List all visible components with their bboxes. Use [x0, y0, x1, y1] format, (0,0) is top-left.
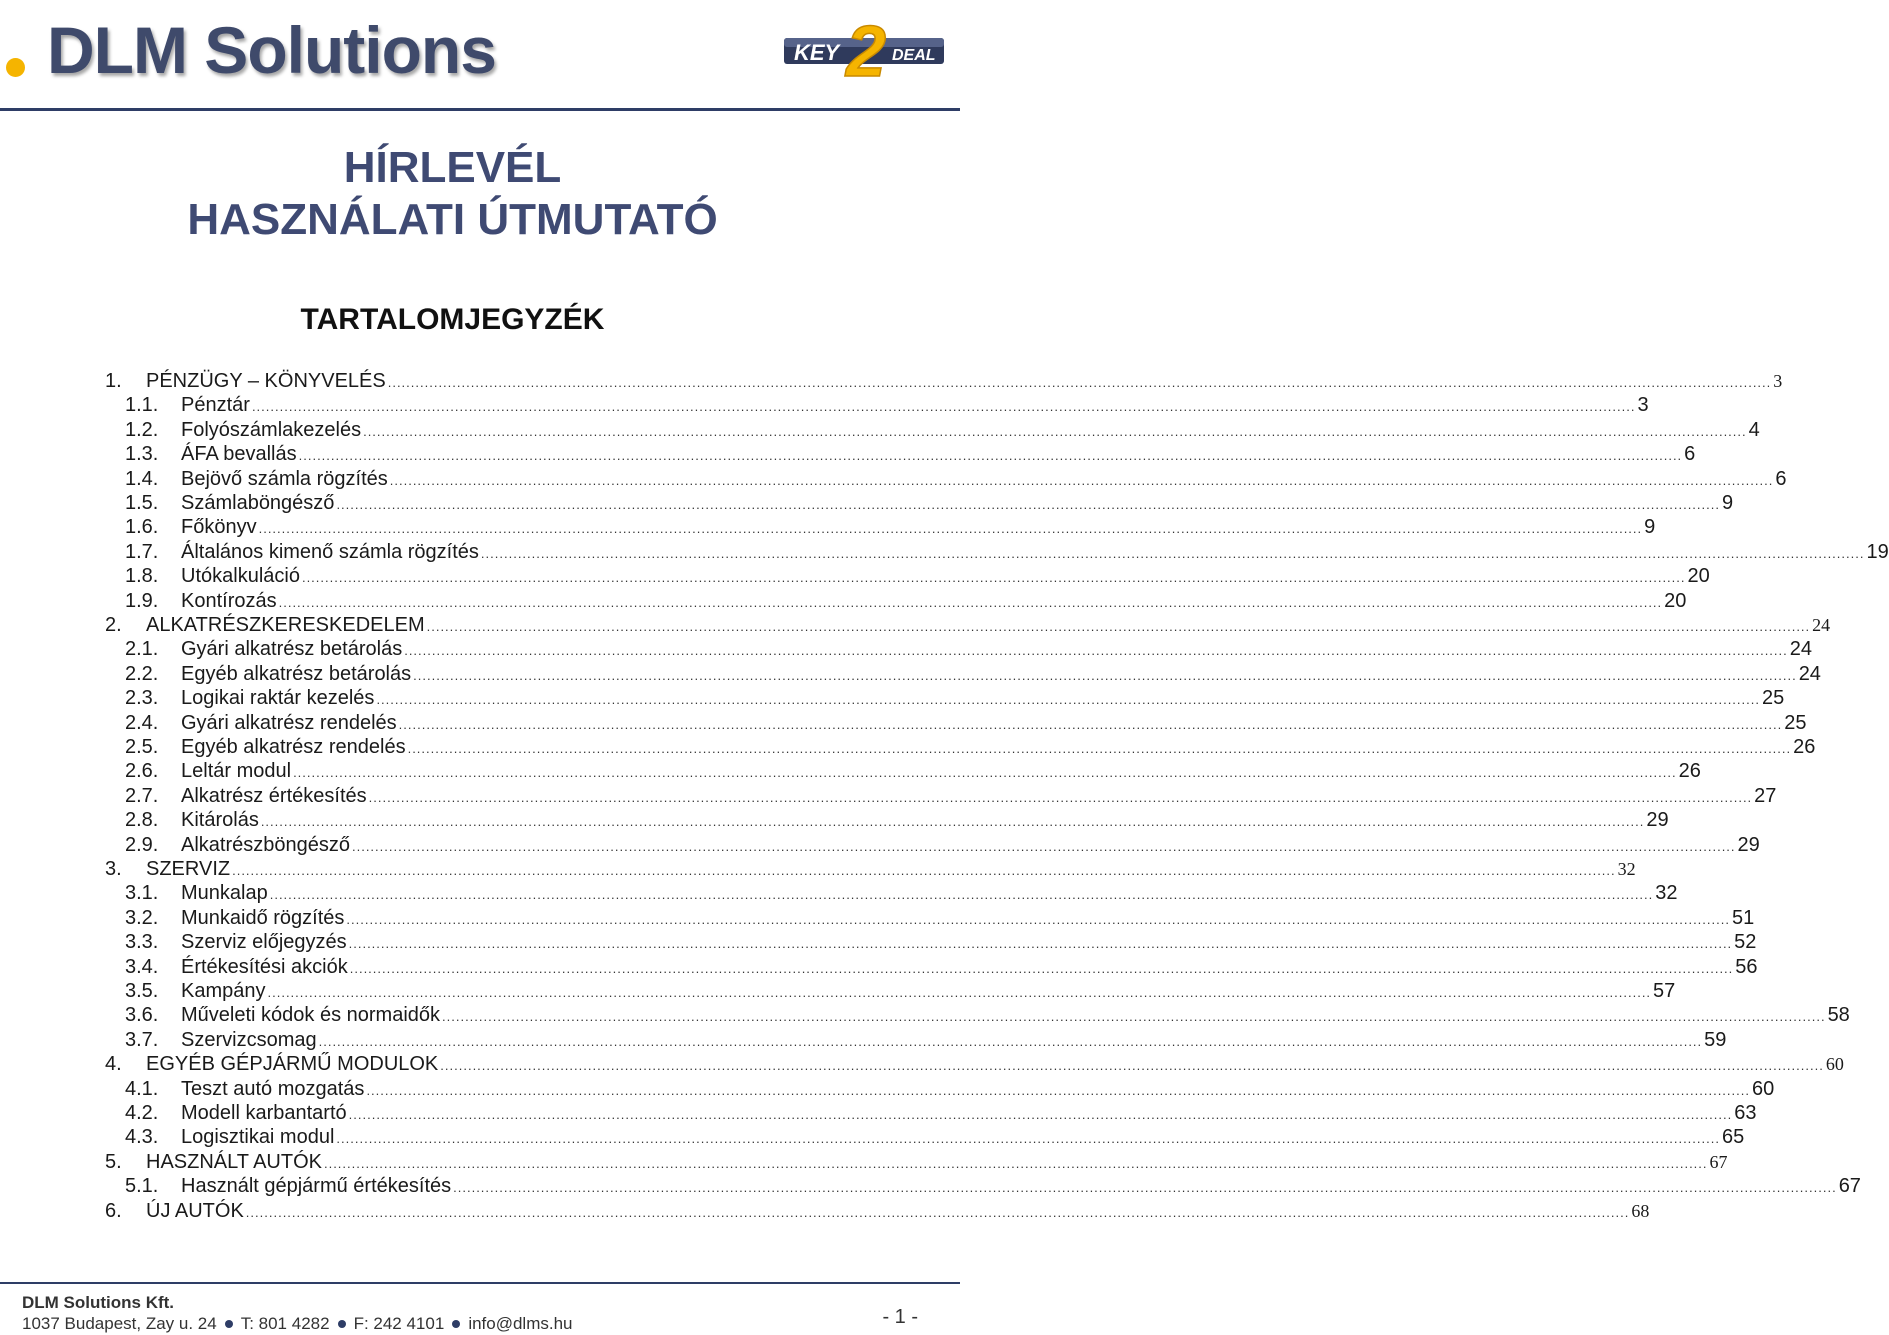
toc-entry-number: 3.7.	[125, 1028, 159, 1051]
toc-entry-label: Folyószámlakezelés	[181, 418, 362, 441]
toc-entry-label: Munkalap	[181, 882, 268, 905]
document-title-line1: HÍRLEVÉL	[343, 143, 562, 192]
toc-entry-number: 3.	[105, 858, 122, 880]
toc-entry-label: Utókalkuláció	[181, 565, 300, 588]
toc-entry-page: 27	[1754, 784, 1777, 807]
logo-numeral-text: 2	[846, 12, 887, 92]
bullet-icon	[452, 1320, 460, 1328]
toc-dot-leader: ............................................................................................................................................................................................................................................................................................................	[346, 911, 1730, 927]
toc-subsection-entry[interactable]	[125, 565, 1710, 589]
toc-entry-number: 1.4.	[125, 467, 159, 490]
toc-dot-leader: ............................................................................................................................................................................................................................................................................................................	[453, 1180, 1837, 1196]
toc-entry-label: Kontírozás	[181, 589, 277, 612]
bullet-icon	[338, 1320, 346, 1328]
toc-entry-label: Szervizcsomag	[181, 1028, 317, 1051]
toc-entry-number: 2.5.	[125, 736, 159, 758]
page-number: - 1 -	[882, 1306, 918, 1328]
toc-subsection-entry[interactable]	[125, 906, 1755, 931]
toc-dot-leader: ............................................................................................................................................................................................................................................................................................................	[336, 497, 1720, 512]
toc-dot-leader: ............................................................................................................................................................................................................................................................................................................	[480, 545, 1865, 561]
toc-subsection-entry[interactable]	[125, 1004, 1850, 1028]
footer-phone: T: 801 4282	[240, 1314, 330, 1333]
toc-entry-number: 6.	[105, 1199, 122, 1222]
toc-entry-label: Kampány	[181, 980, 266, 1002]
toc-entry-label: Műveleti kódok és normaidők	[181, 1004, 441, 1027]
toc-subsection-entry[interactable]	[125, 955, 1758, 980]
toc-entry-number: 2.7.	[125, 784, 159, 807]
toc-dot-leader: ............................................................................................................................................................................................................................................................................................................	[404, 643, 1788, 659]
toc-dot-leader: ............................................................................................................................................................................................................................................................................................................	[278, 594, 1663, 610]
toc-section-entry[interactable]	[105, 370, 1783, 394]
toc-entry-page: 68	[1631, 1200, 1650, 1221]
toc-entry-number: 1.9.	[125, 589, 159, 612]
toc-dot-leader: ............................................................................................................................................................................................................................................................................................................	[232, 863, 1616, 878]
toc-entry-number: 1.3.	[125, 443, 159, 466]
toc-entry-page: 65	[1721, 1126, 1745, 1149]
toc-entry-label: ÁFA bevallás	[181, 443, 297, 466]
toc-entry-page: 59	[1704, 1028, 1727, 1051]
toc-entry-page: 4	[1748, 418, 1760, 441]
toc-subsection-entry[interactable]	[125, 687, 1785, 711]
toc-subsection-entry[interactable]	[125, 1102, 1757, 1126]
toc-entry-page: 60	[1751, 1077, 1775, 1100]
toc-entry-label: Teszt autó mozgatás	[181, 1077, 365, 1100]
toc-entry-number: 3.4.	[125, 955, 159, 978]
key2deal-logo	[780, 4, 950, 90]
toc-dot-leader: ............................................................................................................................................................................................................................................................................................................	[376, 692, 1760, 708]
toc-entry-label: Szerviz előjegyzés	[181, 931, 347, 954]
toc-entry-number: 1.2.	[125, 418, 159, 441]
toc-entry-page: 6	[1684, 443, 1696, 466]
footer-email[interactable]: info@dlms.hu	[468, 1314, 573, 1333]
toc-dot-leader: ............................................................................................................................................................................................................................................................................................................	[363, 423, 1747, 439]
toc-entry-page: 56	[1735, 955, 1758, 978]
toc-dot-leader: ............................................................................................................................................................................................................................................................................................................	[442, 1009, 1826, 1025]
footer-company: DLM Solutions Kft.	[22, 1293, 175, 1312]
toc-entry-page: 26	[1678, 760, 1701, 783]
toc-dot-leader: ............................................................................................................................................................................................................................................................................................................	[301, 570, 1686, 586]
brand-name: DLM Solutions	[47, 13, 496, 87]
toc-dot-leader: ............................................................................................................................................................................................................................................................................................................	[323, 1155, 1708, 1171]
toc-dot-leader: ............................................................................................................................................................................................................................................................................................................	[407, 741, 1792, 756]
toc-subsection-entry[interactable]	[125, 980, 1676, 1004]
toc-entry-page: 29	[1737, 833, 1760, 856]
toc-entry-number: 1.5.	[125, 492, 159, 514]
toc-subsection-entry[interactable]	[125, 882, 1678, 906]
toc-section-entry[interactable]	[105, 1053, 1844, 1077]
toc-entry-label: HASZNÁLT AUTÓK	[146, 1150, 322, 1173]
toc-entry-number: 1.1.	[125, 394, 159, 417]
toc-subsection-entry[interactable]	[125, 736, 1816, 760]
toc-entry-number: 1.	[105, 370, 122, 392]
toc-dot-leader: ............................................................................................................................................................................................................................................................................................................	[440, 1058, 1824, 1074]
toc-entry-label: Értékesítési akciók	[181, 955, 348, 978]
toc-dot-leader: ............................................................................................................................................................................................................................................................................................................	[389, 472, 1774, 488]
toc-dot-leader: ............................................................................................................................................................................................................................................................................................................	[368, 789, 1753, 805]
footer-fax: F: 242 4101	[353, 1314, 445, 1333]
toc-entry-page: 67	[1838, 1175, 1861, 1198]
footer-contact	[22, 1314, 573, 1334]
toc-dot-leader: ............................................................................................................................................................................................................................................................................................................	[245, 1204, 1630, 1220]
toc-entry-label: Munkaidő rögzítés	[181, 906, 345, 929]
toc-entry-number: 2.3.	[125, 687, 159, 710]
toc-entry-page: 24	[1812, 615, 1831, 635]
toc-entry-page: 25	[1761, 687, 1785, 710]
toc-entry-label: EGYÉB GÉPJÁRMŰ MODULOK	[146, 1053, 439, 1076]
toc-entry-label: Logisztikai modul	[181, 1126, 335, 1149]
toc-entry-label: Alkatrész értékesítés	[181, 784, 367, 807]
toc-dot-leader: ............................................................................................................................................................................................................................................................................................................	[348, 936, 1733, 952]
toc-dot-leader: ............................................................................................................................................................................................................................................................................................................	[298, 448, 1683, 464]
toc-section-entry[interactable]	[105, 614, 1831, 638]
toc-dot-leader: ............................................................................................................................................................................................................................................................................................................	[267, 985, 1652, 1000]
toc-entry-label: Logikai raktár kezelés	[181, 687, 375, 710]
toc-entry-number: 3.1.	[125, 882, 159, 905]
toc-entry-label: Egyéb alkatrész rendelés	[181, 736, 406, 758]
document-title-line2: HASZNÁLATI ÚTMUTATÓ	[187, 195, 718, 244]
toc-subsection-entry[interactable]	[125, 1077, 1775, 1102]
toc-entry-page: 24	[1798, 662, 1821, 685]
logo-key-text: KEY	[794, 40, 840, 65]
toc-subsection-entry[interactable]	[125, 443, 1696, 467]
footer-address: 1037 Budapest, Zay u. 24	[22, 1314, 217, 1333]
toc-entry-label: Főkönyv	[181, 516, 257, 539]
toc-dot-leader: ............................................................................................................................................................................................................................................................................................................	[366, 1082, 1750, 1098]
toc-subsection-entry[interactable]	[125, 1175, 1861, 1199]
toc-subsection-entry[interactable]	[125, 784, 1777, 809]
toc-entry-label: Általános kimenő számla rögzítés	[181, 540, 479, 563]
toc-subsection-entry[interactable]	[125, 394, 1649, 418]
toc-entry-page: 57	[1653, 980, 1676, 1002]
toc-entry-number: 2.	[105, 614, 122, 636]
toc-entry-page: 32	[1617, 859, 1636, 879]
toc-subsection-entry[interactable]	[125, 540, 1889, 565]
toc-entry-number: 1.8.	[125, 565, 159, 588]
toc-entry-page: 19	[1866, 540, 1889, 563]
toc-entry-number: 2.6.	[125, 760, 159, 783]
toc-entry-number: 5.1.	[125, 1175, 159, 1198]
toc-dot-leader: ............................................................................................................................................................................................................................................................................................................	[348, 1107, 1733, 1122]
toc-entry-page: 3	[1637, 394, 1649, 417]
toc-entry-page: 63	[1734, 1102, 1757, 1124]
toc-entry-page: 20	[1687, 565, 1710, 588]
toc-subsection-entry[interactable]	[125, 492, 1734, 516]
toc-heading: TARTALOMJEGYZÉK	[300, 303, 605, 336]
toc-subsection-entry[interactable]	[125, 589, 1687, 614]
toc-subsection-entry[interactable]	[125, 809, 1669, 833]
toc-entry-page: 24	[1789, 638, 1812, 661]
toc-subsection-entry[interactable]	[125, 760, 1701, 784]
toc-entry-page: 9	[1721, 492, 1734, 514]
toc-entry-page: 51	[1731, 906, 1755, 929]
toc-entry-label: ALKATRÉSZKERESKEDELEM	[146, 614, 425, 636]
toc-entry-number: 3.6.	[125, 1004, 159, 1027]
brand	[6, 10, 496, 90]
bullet-icon	[225, 1320, 233, 1328]
toc-entry-label: SZERVIZ	[146, 858, 231, 880]
toc-entry-number: 4.3.	[125, 1126, 159, 1149]
toc-entry-number: 4.1.	[125, 1077, 159, 1100]
toc-entry-label: ÚJ AUTÓK	[146, 1199, 244, 1222]
toc-dot-leader: ............................................................................................................................................................................................................................................................................................................	[260, 814, 1645, 830]
toc-dot-leader: ............................................................................................................................................................................................................................................................................................................	[251, 399, 1636, 415]
brand-dot-icon	[6, 58, 25, 77]
toc-entry-label: PÉNZÜGY – KÖNYVELÉS	[146, 370, 386, 392]
toc-dot-leader: ............................................................................................................................................................................................................................................................................................................	[258, 521, 1643, 537]
toc-entry-page: 32	[1655, 882, 1678, 905]
toc-subsection-entry[interactable]	[125, 418, 1760, 443]
toc-subsection-entry[interactable]	[125, 833, 1760, 858]
toc-subsection-entry[interactable]	[125, 711, 1807, 736]
toc-entry-number: 1.6.	[125, 516, 159, 539]
toc-entry-number: 2.9.	[125, 833, 159, 856]
toc-entry-number: 1.7.	[125, 540, 159, 563]
toc-entry-page: 9	[1644, 516, 1656, 539]
toc-entry-label: Gyári alkatrész betárolás	[181, 638, 403, 661]
toc-entry-label: Modell karbantartó	[181, 1102, 347, 1124]
toc-entry-label: Bejövő számla rögzítés	[181, 467, 388, 490]
toc-entry-page: 20	[1664, 589, 1687, 612]
toc-entry-number: 3.2.	[125, 906, 159, 929]
header-divider	[0, 108, 960, 111]
toc-entry-page: 25	[1784, 711, 1807, 734]
toc-entry-page: 29	[1646, 809, 1669, 832]
toc-dot-leader: ............................................................................................................................................................................................................................................................................................................	[387, 375, 1772, 390]
footer-divider	[0, 1282, 960, 1284]
toc-subsection-entry[interactable]	[125, 662, 1821, 687]
toc-dot-leader: ............................................................................................................................................................................................................................................................................................................	[413, 667, 1797, 683]
toc-dot-leader: ............................................................................................................................................................................................................................................................................................................	[336, 1131, 1720, 1147]
toc-entry-number: 2.4.	[125, 711, 159, 734]
toc-subsection-entry[interactable]	[125, 1126, 1745, 1150]
toc-subsection-entry[interactable]	[125, 1028, 1727, 1053]
toc-dot-leader: ............................................................................................................................................................................................................................................................................................................	[351, 838, 1736, 854]
toc-entry-label: Kitárolás	[181, 809, 259, 832]
toc-entry-page: 60	[1825, 1054, 1844, 1075]
toc-entry-label: Alkatrészböngésző	[181, 833, 350, 856]
toc-entry-label: Egyéb alkatrész betárolás	[181, 662, 412, 685]
toc-dot-leader: ............................................................................................................................................................................................................................................................................................................	[293, 765, 1677, 781]
toc-entry-page: 67	[1709, 1151, 1728, 1172]
toc-entry-number: 3.3.	[125, 931, 159, 954]
toc-dot-leader: ............................................................................................................................................................................................................................................................................................................	[349, 960, 1734, 976]
toc-dot-leader: ............................................................................................................................................................................................................................................................................................................	[426, 619, 1811, 634]
logo-deal-text: DEAL	[892, 47, 936, 64]
toc-entry-number: 2.2.	[125, 662, 159, 685]
toc-entry-number: 5.	[105, 1150, 122, 1173]
toc-entry-number: 2.8.	[125, 809, 159, 832]
toc-entry-label: Gyári alkatrész rendelés	[181, 711, 397, 734]
toc-entry-page: 26	[1793, 736, 1816, 758]
toc-entry-label: Pénztár	[181, 394, 250, 417]
toc-entry-number: 4.2.	[125, 1102, 159, 1124]
toc-entry-label: Számlaböngésző	[181, 492, 335, 514]
toc-entry-number: 4.	[105, 1053, 122, 1076]
toc-entry-number: 2.1.	[125, 638, 159, 661]
toc-section-entry[interactable]	[105, 858, 1636, 882]
toc-entry-number: 3.5.	[125, 980, 159, 1002]
toc-entry-label: Leltár modul	[181, 760, 292, 783]
toc-entry-label: Használt gépjármű értékesítés	[181, 1175, 452, 1198]
toc-dot-leader: ............................................................................................................................................................................................................................................................................................................	[398, 716, 1783, 732]
toc-entry-page: 58	[1827, 1004, 1850, 1027]
toc-subsection-entry[interactable]	[125, 516, 1656, 540]
toc-section-entry[interactable]	[105, 1150, 1728, 1175]
toc-entry-page: 52	[1734, 931, 1757, 954]
toc-dot-leader: ............................................................................................................................................................................................................................................................................................................	[269, 887, 1654, 903]
toc-subsection-entry[interactable]	[125, 638, 1812, 662]
toc-entry-page: 6	[1775, 467, 1787, 490]
toc-subsection-entry[interactable]	[125, 931, 1757, 955]
toc-entry-page: 3	[1773, 371, 1783, 391]
toc-dot-leader: ............................................................................................................................................................................................................................................................................................................	[318, 1033, 1703, 1049]
toc-section-entry[interactable]	[105, 1199, 1650, 1224]
toc-subsection-entry[interactable]	[125, 467, 1787, 492]
